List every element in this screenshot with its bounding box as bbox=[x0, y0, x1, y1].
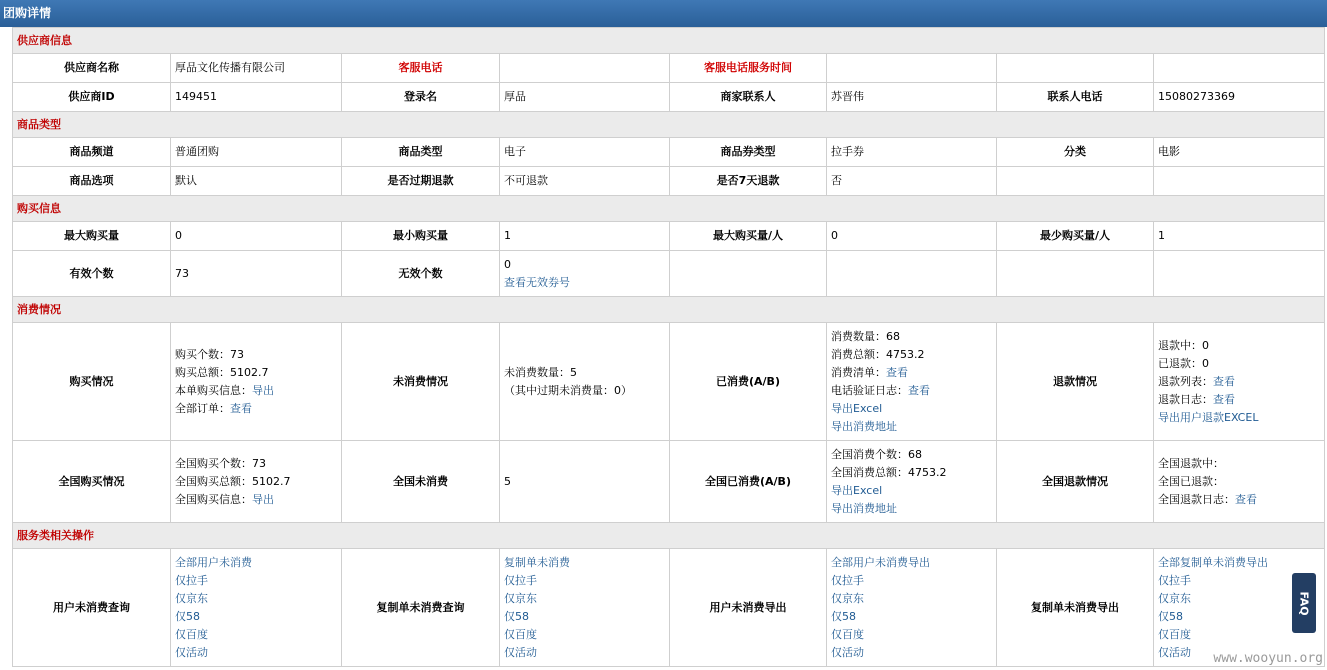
export-address-link[interactable]: 导出消费地址 bbox=[831, 419, 897, 433]
coupon-type-label: 商品券类型 bbox=[670, 138, 827, 167]
seven-day-refund-value: 否 bbox=[827, 167, 997, 196]
refund-list-text: 退款列表： bbox=[1158, 374, 1213, 388]
service-phone-label: 客服电话 bbox=[342, 54, 500, 83]
view-invalid-coupons-link[interactable]: 查看无效券号 bbox=[504, 275, 570, 289]
service-time-value bbox=[827, 54, 997, 83]
copy-export-link-baidu[interactable]: 仅百度 bbox=[1158, 627, 1191, 641]
supplier-id-value: 149451 bbox=[171, 83, 342, 112]
user-query-link-58[interactable]: 仅58 bbox=[175, 609, 200, 623]
national-consumed-count: 全国消费个数：68 bbox=[831, 447, 922, 461]
refunding: 退款中：0 bbox=[1158, 338, 1209, 352]
national-buy-label: 全国购买情况 bbox=[13, 441, 171, 523]
view-phone-log-link[interactable]: 查看 bbox=[908, 383, 930, 397]
empty-cell bbox=[997, 251, 1154, 297]
national-unconsumed-value: 5 bbox=[500, 441, 670, 523]
coupon-type-value: 拉手券 bbox=[827, 138, 997, 167]
copy-unconsumed-query-cell bbox=[500, 549, 670, 667]
national-export-address-link[interactable]: 导出消费地址 bbox=[831, 501, 897, 515]
buy-status-label: 购买情况 bbox=[13, 323, 171, 441]
section-purchase: 购买信息 bbox=[13, 196, 1325, 222]
invalid-count-cell bbox=[500, 251, 670, 297]
supplier-id-label: 供应商ID bbox=[13, 83, 171, 112]
window-title: 团购详情 bbox=[0, 0, 1327, 27]
national-unconsumed-label: 全国未消费 bbox=[342, 441, 500, 523]
goods-type-value: 电子 bbox=[500, 138, 670, 167]
user-query-link-all[interactable]: 全部用户未消费 bbox=[175, 555, 252, 569]
valid-count-value: 73 bbox=[171, 251, 342, 297]
copy-query-link-all[interactable]: 复制单未消费 bbox=[504, 555, 570, 569]
view-refund-log-link[interactable]: 查看 bbox=[1213, 392, 1235, 406]
category-value: 电影 bbox=[1154, 138, 1325, 167]
national-buy-cell bbox=[171, 441, 342, 523]
consumed-count: 消费数量：68 bbox=[831, 329, 900, 343]
min-per-user-label: 最少购买量/人 bbox=[997, 222, 1154, 251]
min-buy-label: 最小购买量 bbox=[342, 222, 500, 251]
option-value: 默认 bbox=[171, 167, 342, 196]
goods-type-label: 商品类型 bbox=[342, 138, 500, 167]
user-query-link-jd[interactable]: 仅京东 bbox=[175, 591, 208, 605]
copy-unconsumed-export-label: 复制单未消费导出 bbox=[997, 549, 1154, 667]
supplier-name-value: 厚品文化传播有限公司 bbox=[171, 54, 342, 83]
all-orders-text: 全部订单： bbox=[175, 401, 230, 415]
faq-label: FAQ bbox=[1297, 590, 1311, 616]
empty-cell bbox=[997, 167, 1154, 196]
expired-refund-label: 是否过期退款 bbox=[342, 167, 500, 196]
national-export-excel-link[interactable]: 导出Excel bbox=[831, 483, 883, 497]
copy-query-link-activity[interactable]: 仅活动 bbox=[504, 645, 537, 659]
max-per-user-label: 最大购买量/人 bbox=[670, 222, 827, 251]
category-label: 分类 bbox=[997, 138, 1154, 167]
unconsumed-label: 未消费情况 bbox=[342, 323, 500, 441]
export-buy-info-link[interactable]: 导出 bbox=[252, 383, 274, 397]
empty-cell bbox=[997, 54, 1154, 83]
user-export-link-baidu[interactable]: 仅百度 bbox=[831, 627, 864, 641]
valid-count-label: 有效个数 bbox=[13, 251, 171, 297]
watermark: www.wooyun.org bbox=[1213, 651, 1323, 666]
section-supplier: 供应商信息 bbox=[13, 28, 1325, 54]
national-buy-info-text: 全国购买信息： bbox=[175, 492, 252, 506]
national-refund-label: 全国退款情况 bbox=[997, 441, 1154, 523]
contact-value: 苏晋伟 bbox=[827, 83, 997, 112]
channel-label: 商品频道 bbox=[13, 138, 171, 167]
copy-export-link-all[interactable]: 全部复制单未消费导出 bbox=[1158, 555, 1268, 569]
user-export-link-all[interactable]: 全部用户未消费导出 bbox=[831, 555, 930, 569]
national-buy-count: 全国购买个数：73 bbox=[175, 456, 266, 470]
consumed-total: 消费总额：4753.2 bbox=[831, 347, 925, 361]
user-query-link-lashou[interactable]: 仅拉手 bbox=[175, 573, 208, 587]
contact-phone-value: 15080273369 bbox=[1154, 83, 1325, 112]
consumed-cell bbox=[827, 323, 997, 441]
contact-label: 商家联系人 bbox=[670, 83, 827, 112]
option-label: 商品选项 bbox=[13, 167, 171, 196]
unconsumed-count: 未消费数量：5 bbox=[504, 365, 577, 379]
service-phone-value bbox=[500, 54, 670, 83]
user-export-link-lashou[interactable]: 仅拉手 bbox=[831, 573, 864, 587]
copy-export-link-lashou[interactable]: 仅拉手 bbox=[1158, 573, 1191, 587]
national-refunded: 全国已退款： bbox=[1158, 474, 1224, 488]
copy-export-link-jd[interactable]: 仅京东 bbox=[1158, 591, 1191, 605]
empty-cell bbox=[1154, 251, 1325, 297]
details-table bbox=[12, 27, 1325, 667]
buy-total: 购买总额：5102.7 bbox=[175, 365, 269, 379]
national-consumed-cell bbox=[827, 441, 997, 523]
login-name-value: 厚品 bbox=[500, 83, 670, 112]
national-consumed-label: 全国已消费(A/B) bbox=[670, 441, 827, 523]
buy-info-text: 本单购买信息： bbox=[175, 383, 252, 397]
section-service: 服务类相关操作 bbox=[13, 523, 1325, 549]
copy-unconsumed-query-label: 复制单未消费查询 bbox=[342, 549, 500, 667]
view-all-orders-link[interactable]: 查看 bbox=[230, 401, 252, 415]
national-refund-log-text: 全国退款日志： bbox=[1158, 492, 1235, 506]
copy-query-link-baidu[interactable]: 仅百度 bbox=[504, 627, 537, 641]
supplier-name-label: 供应商名称 bbox=[13, 54, 171, 83]
copy-export-link-58[interactable]: 仅58 bbox=[1158, 609, 1183, 623]
national-buy-total: 全国购买总额：5102.7 bbox=[175, 474, 291, 488]
copy-export-link-activity[interactable]: 仅活动 bbox=[1158, 645, 1191, 659]
invalid-count-value: 0 bbox=[504, 257, 511, 271]
export-excel-link[interactable]: 导出Excel bbox=[831, 401, 883, 415]
empty-cell bbox=[1154, 167, 1325, 196]
service-time-label: 客服电话服务时间 bbox=[670, 54, 827, 83]
max-buy-label: 最大购买量 bbox=[13, 222, 171, 251]
consumed-list-text: 消费清单： bbox=[831, 365, 886, 379]
user-query-link-baidu[interactable]: 仅百度 bbox=[175, 627, 208, 641]
section-goods-type: 商品类型 bbox=[13, 112, 1325, 138]
details-panel bbox=[12, 27, 1324, 667]
user-unconsumed-query-cell bbox=[171, 549, 342, 667]
refunded: 已退款：0 bbox=[1158, 356, 1209, 370]
view-consumed-list-link[interactable]: 查看 bbox=[886, 365, 908, 379]
empty-cell bbox=[827, 251, 997, 297]
faq-button[interactable] bbox=[1292, 573, 1316, 633]
copy-query-link-58[interactable]: 仅58 bbox=[504, 609, 529, 623]
max-per-user-value: 0 bbox=[827, 222, 997, 251]
invalid-count-label: 无效个数 bbox=[342, 251, 500, 297]
buy-status-cell bbox=[171, 323, 342, 441]
user-query-link-activity[interactable]: 仅活动 bbox=[175, 645, 208, 659]
refund-log-text: 退款日志： bbox=[1158, 392, 1213, 406]
user-unconsumed-export-cell bbox=[827, 549, 997, 667]
buy-count: 购买个数：73 bbox=[175, 347, 244, 361]
login-name-label: 登录名 bbox=[342, 83, 500, 112]
export-refund-excel-link[interactable]: 导出用户退款EXCEL bbox=[1158, 410, 1259, 424]
export-national-buy-link[interactable]: 导出 bbox=[252, 492, 274, 506]
national-refund-cell bbox=[1154, 441, 1325, 523]
refund-label: 退款情况 bbox=[997, 323, 1154, 441]
user-export-link-activity[interactable]: 仅活动 bbox=[831, 645, 864, 659]
section-consumption: 消费情况 bbox=[13, 297, 1325, 323]
max-buy-value: 0 bbox=[171, 222, 342, 251]
user-unconsumed-export-label: 用户未消费导出 bbox=[670, 549, 827, 667]
refund-cell bbox=[1154, 323, 1325, 441]
min-buy-value: 1 bbox=[500, 222, 670, 251]
expired-refund-value: 不可退款 bbox=[500, 167, 670, 196]
channel-value: 普通团购 bbox=[171, 138, 342, 167]
user-unconsumed-query-label: 用户未消费查询 bbox=[13, 549, 171, 667]
copy-query-link-jd[interactable]: 仅京东 bbox=[504, 591, 537, 605]
empty-cell bbox=[670, 251, 827, 297]
view-refund-list-link[interactable]: 查看 bbox=[1213, 374, 1235, 388]
unconsumed-cell bbox=[500, 323, 670, 441]
view-national-refund-log-link[interactable]: 查看 bbox=[1235, 492, 1257, 506]
min-per-user-value: 1 bbox=[1154, 222, 1325, 251]
empty-cell bbox=[1154, 54, 1325, 83]
unconsumed-expired: （其中过期未消费量：0） bbox=[504, 383, 632, 397]
national-refunding: 全国退款中： bbox=[1158, 456, 1224, 470]
copy-query-link-lashou[interactable]: 仅拉手 bbox=[504, 573, 537, 587]
user-export-link-jd[interactable]: 仅京东 bbox=[831, 591, 864, 605]
consumed-label: 已消费(A/B) bbox=[670, 323, 827, 441]
national-consumed-total: 全国消费总额：4753.2 bbox=[831, 465, 947, 479]
user-export-link-58[interactable]: 仅58 bbox=[831, 609, 856, 623]
seven-day-refund-label: 是否7天退款 bbox=[670, 167, 827, 196]
contact-phone-label: 联系人电话 bbox=[997, 83, 1154, 112]
phone-log-text: 电话验证日志： bbox=[831, 383, 908, 397]
